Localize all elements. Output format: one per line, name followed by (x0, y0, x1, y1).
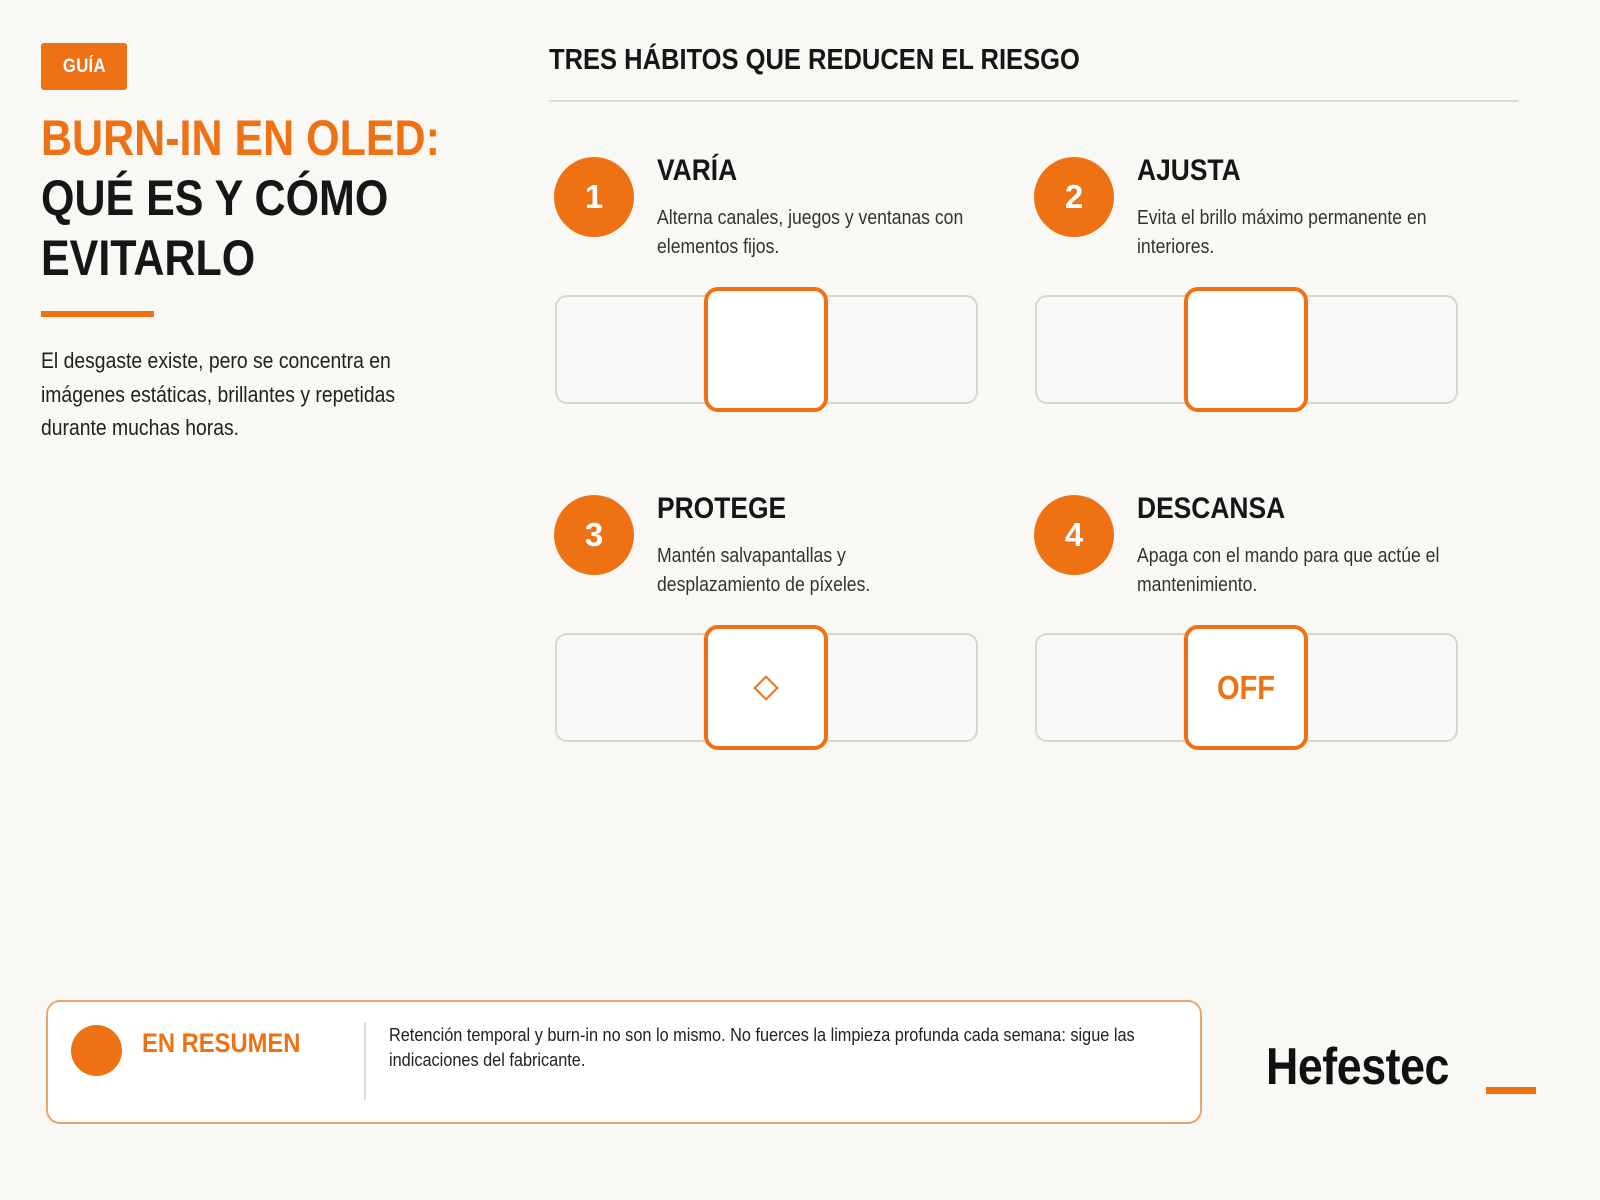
summary-divider (364, 1022, 366, 1100)
brand-logo: Hefestec (1266, 1038, 1450, 1096)
habit-card-4 (1029, 484, 1509, 824)
habit-card-2 (1029, 146, 1509, 486)
summary-text: Retención temporal y burn-in no son lo mismo. No fuerces la limpieza profunda cada semana: sigue las indicaciones del fabricante. (389, 1024, 1135, 1070)
page-title-line-1: BURN-IN EN OLED: (41, 110, 440, 166)
habit-description: Mantén salvapantallas y desplazamiento de píxeles. (657, 545, 871, 596)
guide-tag (41, 43, 127, 90)
habit-number-badge: 4 (1034, 495, 1114, 575)
page-title-line-2: QUÉ ES Y CÓMO (41, 170, 389, 226)
habit-illustration-box (1184, 287, 1308, 412)
summary-dot-icon (71, 1025, 122, 1076)
guide-tag-label: GUÍA (62, 55, 106, 77)
section-title: TRES HÁBITOS QUE REDUCEN EL RIESGO (549, 44, 1080, 76)
habit-description: Apaga con el mando para que actúe el mantenimiento. (1137, 545, 1440, 596)
habit-card-3 (549, 484, 1029, 824)
habit-title: VARÍA (657, 154, 738, 187)
title-accent-rule (41, 311, 154, 317)
habit-number-badge: 2 (1034, 157, 1114, 237)
habit-description: Evita el brillo máximo permanente en interiores. (1137, 207, 1427, 258)
habit-illustration-box (704, 625, 828, 750)
habit-description: Alterna canales, juegos y ventanas con elementos fijos. (657, 207, 964, 258)
habit-number-badge: 3 (554, 495, 634, 575)
brand-accent-rule (1486, 1087, 1536, 1094)
diamond-icon (753, 675, 778, 700)
page-title-line-3: EVITARLO (41, 230, 256, 286)
habit-card-1 (549, 146, 1029, 486)
habit-illustration-box (704, 287, 828, 412)
page-title (41, 108, 440, 288)
section-divider (549, 100, 1518, 102)
summary-title: EN RESUMEN (142, 1028, 301, 1058)
habit-illustration-box (1184, 625, 1308, 750)
habit-number-badge: 1 (554, 157, 634, 237)
off-label: OFF (1216, 668, 1276, 706)
habit-title: PROTEGE (657, 492, 787, 525)
habit-title: AJUSTA (1137, 154, 1241, 187)
habit-title: DESCANSA (1137, 492, 1286, 525)
summary-box (46, 1000, 1202, 1124)
intro-text: El desgaste existe, pero se concentra en imágenes estáticas, brillantes y repetidas durante muchas horas. (41, 348, 396, 440)
